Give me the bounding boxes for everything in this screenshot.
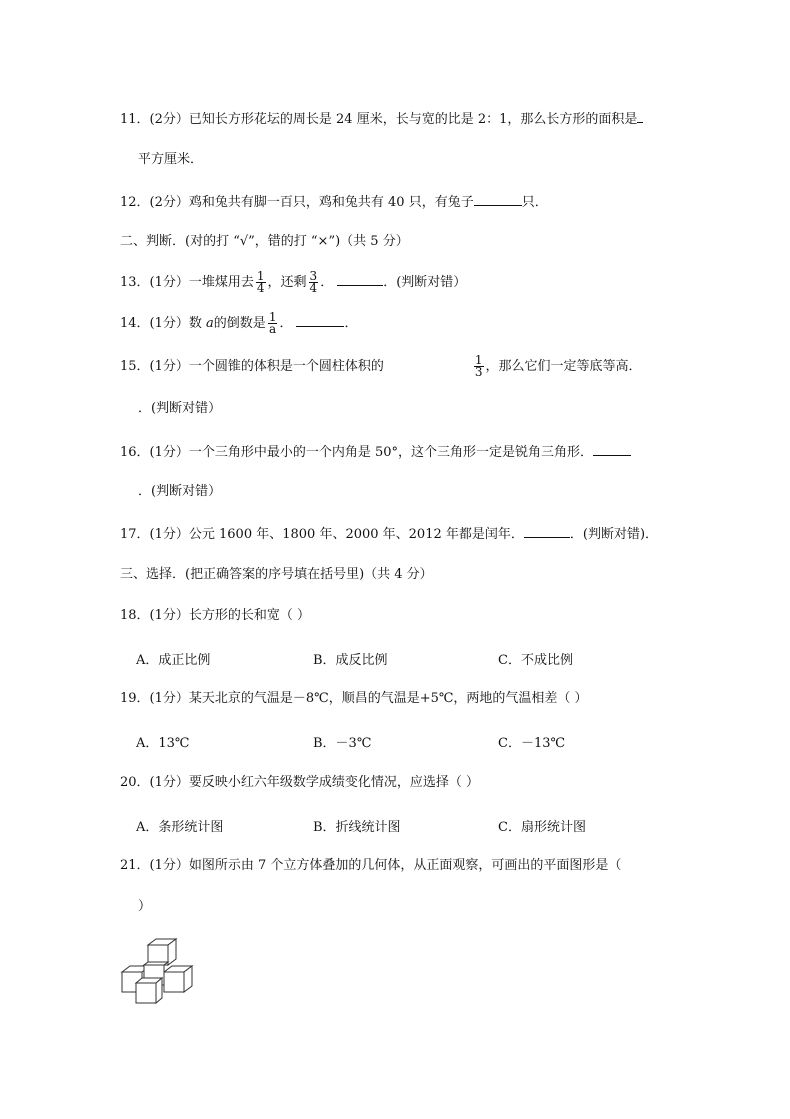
fraction-denominator: 3 bbox=[474, 365, 483, 379]
question-11-continuation: 平方厘米． bbox=[138, 152, 204, 167]
question-18: 18．(1分）长方形的长和宽（ ） bbox=[120, 608, 311, 623]
answer-blank[interactable] bbox=[593, 442, 631, 456]
answer-blank[interactable] bbox=[296, 313, 344, 327]
option-b[interactable]: B．折线统计图 bbox=[313, 820, 401, 835]
fraction-numerator: 3 bbox=[309, 269, 318, 283]
question-15-text: 15．(1分）一个圆锥的体积是一个圆柱体积的 bbox=[120, 359, 384, 374]
question-15-continuation: ．(判断对错） bbox=[138, 401, 222, 416]
question-11 bbox=[120, 109, 643, 129]
fraction-one-quarter bbox=[256, 271, 266, 294]
fraction-one-over-a bbox=[268, 312, 278, 335]
cube-stack-figure bbox=[118, 935, 198, 1005]
question-11-text: 11．(2分）已知长方形花坛的周长是 24 厘米，长与宽的比是 2：1，那么长方形的面积是 bbox=[120, 112, 638, 127]
question-20: 20．(1分）要反映小红六年级数学成绩变化情况，应选择（ ） bbox=[120, 775, 480, 790]
option-a[interactable]: A．13℃ bbox=[136, 736, 190, 751]
question-19: 19．(1分）某天北京的气温是－8℃，顺昌的气温是+5℃，两地的气温相差（ ） bbox=[120, 691, 588, 706]
question-12-text: 12．(2分）鸡和兔共有脚一百只，鸡和兔共有 40 只，有兔子 bbox=[120, 195, 474, 210]
answer-blank[interactable] bbox=[474, 192, 522, 206]
question-16-continuation: ．(判断对错） bbox=[138, 484, 222, 499]
answer-blank[interactable] bbox=[637, 109, 643, 123]
question-17-suffix: ．(判断对错)． bbox=[569, 527, 659, 542]
fraction-numerator: 1 bbox=[474, 353, 483, 367]
fraction-three-quarters bbox=[309, 271, 319, 294]
fraction-denominator: a bbox=[269, 322, 277, 336]
fraction-numerator: 1 bbox=[268, 310, 277, 324]
variable-a: a bbox=[206, 316, 214, 331]
question-14-suffix: ． bbox=[344, 316, 358, 331]
fraction-numerator: 1 bbox=[256, 269, 265, 283]
question-12 bbox=[120, 192, 548, 212]
question-13-middle: ，还剩 bbox=[267, 275, 307, 290]
question-21-continuation: ） bbox=[138, 899, 152, 914]
question-14 bbox=[120, 312, 357, 335]
answer-blank[interactable] bbox=[524, 524, 570, 538]
question-13-suffix: ．(判断对错） bbox=[383, 275, 467, 290]
option-c[interactable]: C．－13℃ bbox=[498, 736, 566, 751]
question-13 bbox=[120, 271, 466, 294]
question-17-text: 17．(1分）公元 1600 年、1800 年、2000 年、2012 年都是闰年． bbox=[120, 527, 524, 542]
option-a[interactable]: A．成正比例 bbox=[136, 653, 211, 668]
answer-blank[interactable] bbox=[337, 272, 383, 286]
question-21: 21．(1分）如图所示由 7 个立方体叠加的几何体，从正面观察，可画出的平面图形是（ bbox=[120, 858, 622, 873]
question-13-period: ． bbox=[320, 275, 334, 290]
question-12-suffix: 只． bbox=[521, 195, 548, 210]
section-heading-choice: 三、选择．(把正确答案的序号填在括号里)（共 4 分） bbox=[120, 567, 433, 582]
question-13-text: 13．(1分）一堆煤用去 bbox=[120, 275, 254, 290]
cube-front bbox=[136, 978, 162, 1003]
question-14-text: 14．(1分）数 bbox=[120, 316, 202, 331]
fraction-one-third bbox=[474, 355, 484, 378]
cube-middle-right bbox=[164, 966, 192, 992]
cube-top bbox=[148, 939, 176, 965]
option-b[interactable]: B．－3℃ bbox=[313, 736, 372, 751]
question-16 bbox=[120, 442, 631, 462]
question-16-text: 16．(1分）一个三角形中最小的一个内角是 50°，这个三角形一定是锐角三角形． bbox=[120, 445, 594, 460]
section-heading-judgment: 二、判断．(对的打 “√”，错的打 “×”)（共 5 分） bbox=[120, 234, 409, 249]
option-c[interactable]: C．扇形统计图 bbox=[498, 820, 586, 835]
question-14-period: ． bbox=[279, 316, 293, 331]
question-15-suffix: ，那么它们一定等底等高． bbox=[485, 359, 642, 374]
fraction-denominator: 4 bbox=[309, 281, 318, 295]
option-b[interactable]: B．成反比例 bbox=[313, 653, 388, 668]
question-15 bbox=[120, 355, 642, 378]
option-a[interactable]: A．条形统计图 bbox=[136, 820, 224, 835]
fraction-denominator: 4 bbox=[256, 281, 265, 295]
question-17 bbox=[120, 524, 658, 544]
option-c[interactable]: C．不成比例 bbox=[498, 653, 573, 668]
question-14-middle: 的倒数是 bbox=[213, 316, 266, 331]
